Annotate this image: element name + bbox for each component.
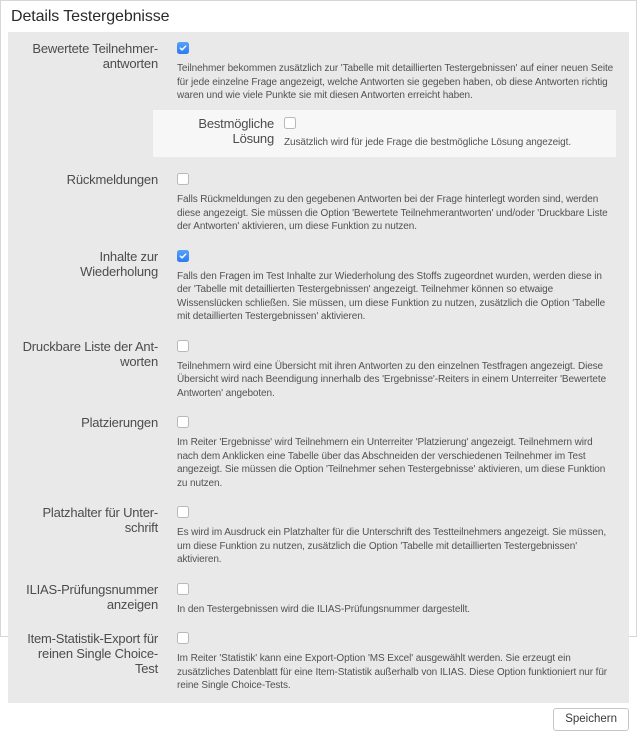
- field-description: Falls Rückmeldungen zu den gegebenen Antworten bei der Frage hinterlegt worden sind, werden diese angezeigt. Sie müssen die Option 'Bewertete Teilnehmerantworten' und/oder 'Druckbare Liste der Antworten' aktivieren, um diese Funktion zu nutzen.: [177, 194, 608, 232]
- checkbox-bestmoegliche-loesung[interactable]: [284, 117, 296, 129]
- check-icon: [179, 44, 187, 52]
- form-body: [8, 32, 629, 703]
- field-label: [21, 41, 158, 157]
- field-label-line: reinen Single Choice-Test: [37, 646, 158, 676]
- field-label-line: Platzierungen: [81, 415, 158, 430]
- field-label-line: worten: [120, 353, 158, 369]
- field-content: [177, 505, 616, 567]
- field-content: [177, 41, 616, 157]
- checkbox-druckbare-liste-der-antworten[interactable]: [177, 340, 189, 352]
- field-label-line: Platzhalter für Unter-: [42, 505, 158, 520]
- form-row: [21, 415, 616, 490]
- field-description: Zusätzlich wird für jede Frage die bestmögliche Lösung angezeigt.: [284, 136, 571, 148]
- field-label-line: anzeigen: [106, 596, 158, 612]
- field-label: [21, 249, 158, 324]
- form-row: [21, 582, 616, 617]
- field-content: [177, 249, 616, 324]
- field-label: [21, 582, 158, 617]
- field-label: [153, 116, 274, 150]
- subform-row: [153, 110, 616, 158]
- field-label-line: Inhalte zur Wiederholung: [80, 248, 158, 279]
- field-description: Im Reiter 'Ergebnisse' wird Teilnehmern ein Unterreiter 'Platzierung' angezeigt. Teilnehmern wird nach dem Anklicken eine Tabelle über das Abschneiden der verschiedenen Teilnehmer im Test angezeigt. Sie müssen die Option 'Teilnehmer sehen Testergebnisse' aktivieren, um diese Funktion zu nutzen.: [177, 437, 606, 489]
- field-description: Teilnehmern wird eine Übersicht mit ihren Antworten zu den einzelnen Testfragen angezeigt. Diese Übersicht wird nach Beendigung innerhalb des 'Ergebnisse'-Reiters in einem Unterreiter 'Bewertete Antworten' angeboten.: [177, 360, 607, 399]
- page-title: Details Testergebnisse: [11, 8, 170, 25]
- field-label-line: ILIAS-Prüfungsnummer: [26, 581, 158, 597]
- save-button[interactable]: Speichern: [553, 708, 629, 731]
- form-row: [21, 339, 616, 401]
- field-content: [177, 339, 616, 401]
- field-label: [21, 505, 158, 567]
- form-row: [21, 41, 616, 157]
- field-description: Teilnehmer bekommen zusätzlich zur 'Tabelle mit detaillierten Testergebnissen' auf einer neuen Seite für jede einzelne Frage angezeigt, welche Antworten sie gegeben haben, ob diese Antworten richtig waren und wie viele Punkte sie mit diesen Antworten erreicht haben.: [177, 63, 614, 101]
- checkbox-platzhalter-fuer-unterschrift[interactable]: [177, 506, 189, 518]
- field-label-line: Druckbare Liste der Ant-: [22, 338, 158, 354]
- checkbox-item-statistik-export[interactable]: [177, 632, 189, 644]
- field-label-line: antworten: [102, 56, 158, 71]
- field-content: [177, 582, 616, 617]
- field-label-line: schrift: [124, 520, 158, 535]
- field-label-line: Item-Statistik-Export für: [27, 631, 158, 646]
- field-label-line: Rückmeldungen: [66, 172, 158, 187]
- field-label: [21, 172, 158, 234]
- field-description: In den Testergebnissen wird die ILIAS-Prüfungsnummer dargestellt.: [177, 603, 470, 615]
- check-icon: [179, 252, 187, 260]
- form-row: [21, 505, 616, 567]
- field-content: [177, 631, 616, 693]
- checkbox-inhalte-zur-wiederholung[interactable]: [177, 250, 189, 262]
- field-description: Es wird im Ausdruck ein Platzhalter für die Unterschrift des Testteilnehmers angezeigt. Sie müssen, um diese Funktion zu nutzen, zusätzlich die Option 'Tabelle mit detaillierten Testergebnissen' aktivieren.: [177, 527, 607, 565]
- field-label-line: Bestmögliche: [198, 115, 274, 131]
- field-label-line: Lösung: [232, 130, 274, 146]
- form-row: [21, 249, 616, 324]
- form-row: [21, 172, 616, 234]
- checkbox-ilias-pruefungsnummer-anzeigen[interactable]: [177, 583, 189, 595]
- field-label: [21, 415, 158, 490]
- checkbox-platzierungen[interactable]: [177, 416, 189, 428]
- field-content: [177, 415, 616, 490]
- field-description: Falls den Fragen im Test Inhalte zur Wiederholung des Stoffs zugeordnet wurden, werden diese in der 'Tabelle mit detaillierten Testergebnissen' angezeigt. Teilnehmer können so etwaige Wissenslücken schließen. Sie müssen, um diese Funktion zu nutzen, zusätzlich die Option 'Tabelle mit detaillierten Testergebnissen' aktivieren.: [177, 270, 606, 322]
- field-label-line: Bewertete Teilnehmer-: [32, 41, 158, 56]
- field-label: [21, 631, 158, 693]
- form-footer: [8, 703, 629, 731]
- checkbox-bewertete-teilnehmerantworten[interactable]: [177, 42, 189, 54]
- field-description: Im Reiter 'Statistik' kann eine Export-Option 'MS Excel' ausgewählt werden. Sie erzeugt ein zusätzliches Datenblatt für eine Item-Statistik außerhalb von ILIAS. Diese Option funktioniert nur für reine Single Choice-Tests.: [177, 653, 608, 691]
- field-content: [284, 116, 606, 150]
- field-label: [21, 339, 158, 401]
- form-row: [21, 631, 616, 693]
- field-content: [177, 172, 616, 234]
- checkbox-rueckmeldungen[interactable]: [177, 173, 189, 185]
